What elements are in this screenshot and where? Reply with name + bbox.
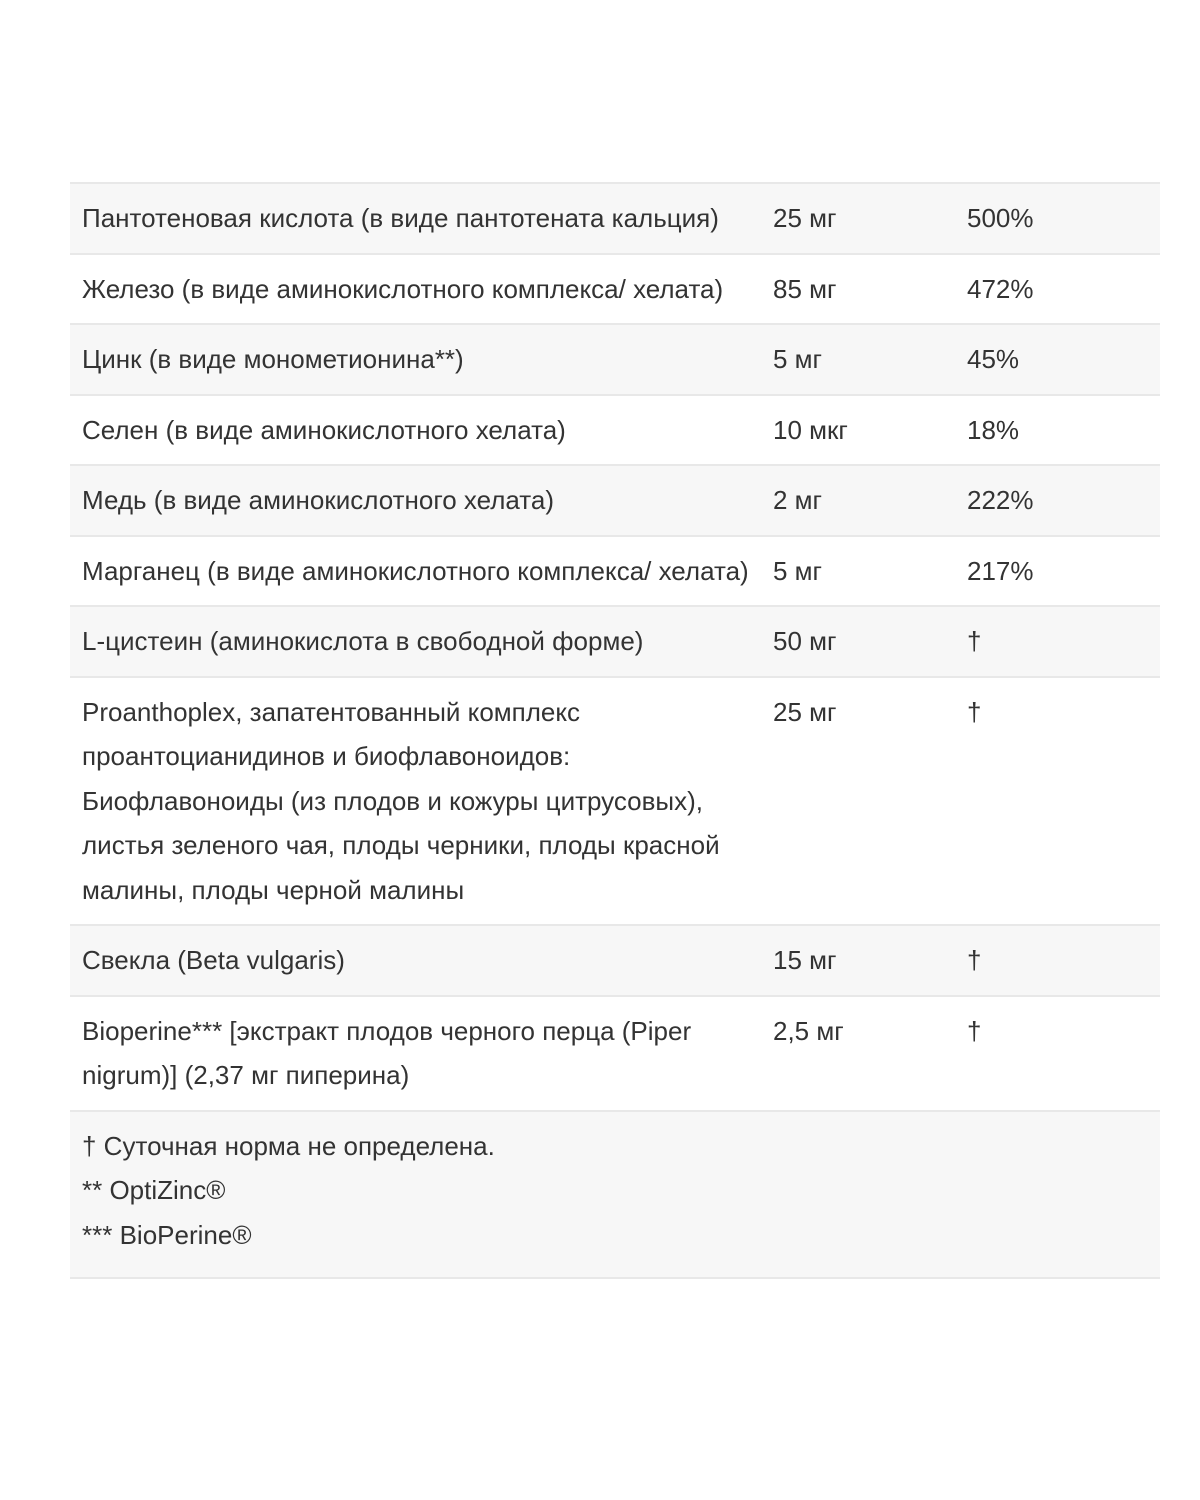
ingredient-amount: 2,5 мг — [761, 996, 955, 1111]
ingredient-name: Proanthoplex, запатентованный комплекс проантоцианидинов и биофлавоноидов: Биофлавоноиды (из плодов и кожуры цитрусовых), листья зеленого чая, плоды черники, плоды красной малины, плоды черной малины — [70, 677, 761, 926]
footnote-dagger: † Суточная норма не определена. — [82, 1130, 495, 1161]
ingredient-amount: 25 мг — [761, 677, 955, 926]
ingredient-amount: 85 мг — [761, 254, 955, 325]
table-row — [70, 677, 1160, 926]
ingredient-name: L-цистеин (аминокислота в свободной форме) — [70, 606, 761, 677]
ingredient-name: Свекла (Beta vulgaris) — [70, 925, 761, 996]
ingredient-amount: 2 мг — [761, 465, 955, 536]
table-row — [70, 465, 1160, 536]
table-row — [70, 606, 1160, 677]
table-row — [70, 324, 1160, 395]
ingredient-amount: 10 мкг — [761, 395, 955, 466]
footnote-bioperine: *** BioPerine® — [82, 1219, 252, 1250]
table-row — [70, 254, 1160, 325]
ingredient-amount: 25 мг — [761, 183, 955, 254]
footnotes — [70, 1111, 1160, 1279]
daily-value: † — [955, 677, 1160, 926]
daily-value: 217% — [955, 536, 1160, 607]
daily-value: † — [955, 606, 1160, 677]
table-row — [70, 996, 1160, 1111]
ingredient-amount: 5 мг — [761, 536, 955, 607]
ingredient-name: Цинк (в виде монометионина**) — [70, 324, 761, 395]
ingredient-name: Bioperine*** [экстракт плодов черного перца (Piper nigrum)] (2,37 мг пиперина) — [70, 996, 761, 1111]
daily-value: † — [955, 925, 1160, 996]
ingredient-amount: 50 мг — [761, 606, 955, 677]
footnote-optizinc: ** OptiZinc® — [82, 1175, 226, 1205]
table-row — [70, 395, 1160, 466]
supplement-facts-table — [70, 182, 1160, 1279]
ingredient-amount: 5 мг — [761, 324, 955, 395]
ingredient-name: Селен (в виде аминокислотного хелата) — [70, 395, 761, 466]
daily-value: 18% — [955, 395, 1160, 466]
ingredient-name: Медь (в виде аминокислотного хелата) — [70, 465, 761, 536]
daily-value: 500% — [955, 183, 1160, 254]
daily-value: 45% — [955, 324, 1160, 395]
daily-value: † — [955, 996, 1160, 1111]
table-row — [70, 536, 1160, 607]
daily-value: 222% — [955, 465, 1160, 536]
ingredient-name: Марганец (в виде аминокислотного комплекса/ хелата) — [70, 536, 761, 607]
table-row — [70, 925, 1160, 996]
ingredient-amount: 15 мг — [761, 925, 955, 996]
daily-value: 472% — [955, 254, 1160, 325]
table-row — [70, 183, 1160, 254]
footnotes-row — [70, 1111, 1160, 1279]
ingredient-name: Пантотеновая кислота (в виде пантотената кальция) — [70, 183, 761, 254]
ingredient-name: Железо (в виде аминокислотного комплекса/ хелата) — [70, 254, 761, 325]
